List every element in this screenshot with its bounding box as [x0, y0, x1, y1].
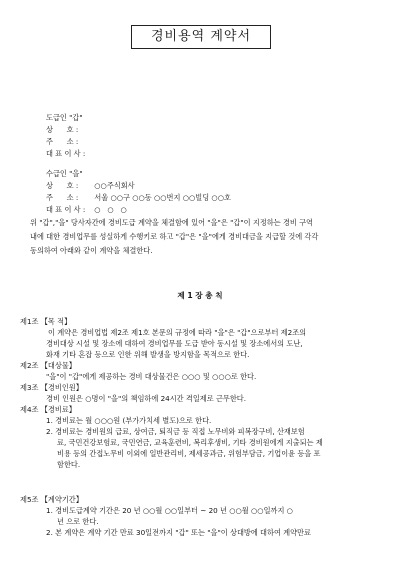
party-a-label: 상 호 :	[46, 125, 79, 135]
intro-line: 동의하여 아래와 같이 계약을 체결한다.	[30, 246, 153, 255]
party-b-label: 대 표 이 사 :	[46, 205, 86, 215]
party-a-block	[46, 111, 92, 160]
intro-paragraph	[30, 218, 380, 260]
document-title-text: 경비용역 계약서	[150, 29, 252, 45]
article-3	[20, 382, 384, 404]
party-a-label: 대 표 이 사 :	[46, 149, 86, 159]
article-line: 비용 등의 간접노무비 이외에 일반관리비, 제세공과금, 위험부담금, 기업이윤 등을 포	[57, 448, 321, 458]
article-line: "을"이 "갑"에게 제공하는 경비 대상물건은 ○○○ 및 ○○○로 한다.	[46, 371, 257, 381]
article-line: 함한다.	[57, 459, 81, 469]
article-1	[20, 316, 384, 360]
party-a-row	[46, 148, 92, 160]
party-a-row	[46, 124, 92, 136]
party-b-label: 상 호 :	[46, 181, 79, 191]
article-line: 경비 인원은 ○명이 "을"의 책임하에 24시간 격일제로 근무한다.	[46, 393, 247, 403]
article-line: 년 으로 한다.	[57, 516, 99, 526]
article-title: 제4조 【경비료】	[20, 404, 76, 414]
article-title: 제2조 【대상물】	[20, 360, 76, 370]
party-b-heading: 수급인 "을"	[46, 168, 83, 178]
party-b-label: 주 소 :	[46, 193, 79, 203]
article-line: 1. 경비료는 월 ○○○원 (부가가치세 별도)으로 한다.	[46, 415, 212, 425]
intro-line: 위 "갑","을" 당사자간에 경비도급 계약을 체결함에 있어 "을"은 "갑"이 지정하는 경비 구역	[30, 218, 313, 227]
article-line: 2. 본 계약은 계약 기간 만료 30일전까지 "갑" 또는 "을"이 상대방에 대하여 계약만료	[46, 527, 311, 537]
party-a-row	[46, 136, 92, 148]
article-title: 제5조 【계약기간】	[20, 494, 83, 504]
party-b-row	[46, 192, 231, 204]
article-title: 제3조 【경비인원】	[20, 382, 83, 392]
intro-line: 내에 대한 경비업무를 성실하게 수행키로 하고 "갑"은 "을"에게 경비대금을 지급할 것에 각각	[30, 232, 319, 241]
party-b-value: 서울 ○○구 ○○동 ○○번지 ○○빌딩 ○○호	[92, 193, 231, 203]
party-b-value: ○ ○ ○	[92, 205, 127, 215]
document-title	[131, 25, 271, 49]
spacer	[20, 470, 384, 494]
article-2	[20, 360, 384, 382]
article-line: 화재 기타 혼잡 등으로 인한 위해 발생을 방지함을 목적으로 한다.	[46, 349, 250, 359]
article-line: 이 계약은 경비업법 제2조 제1호 본문의 규정에 따라 "을"은 "갑"으로부터 제2조의	[48, 327, 307, 337]
article-line: 1. 경비도급계약 기간은 20 년 ○○월 ○○일부터 ~ 20 년 ○○월 ○○일까지 ○	[46, 505, 293, 515]
article-line: 경비대상 시설 및 장소에 대하여 경비업무를 도급 받아 동시설 및 장소에서의 도난,	[46, 338, 303, 348]
articles-section	[20, 316, 384, 538]
party-a-heading: 도급인 "갑"	[46, 112, 83, 122]
party-b-block	[46, 167, 231, 216]
party-b-row	[46, 180, 231, 192]
article-title: 제1조 【목 적】	[20, 316, 72, 326]
party-a-label: 주 소 :	[46, 137, 79, 147]
chapter-heading: 제 1 장 총 칙	[177, 291, 223, 300]
party-b-row	[46, 204, 231, 216]
party-b-value: ○○주식회사	[92, 181, 135, 191]
article-5	[20, 494, 384, 538]
article-line: 2. 경비료는 경비원의 급료, 상여금, 퇴직금 등 직접 노무비와 피복장구비, 산재보험	[46, 426, 305, 436]
article-line: 료, 국민건강보험료, 국민연금, 교육훈련비, 복리후생비, 기타 경비원에게 지출되는 제	[57, 437, 323, 447]
article-4	[20, 404, 384, 470]
